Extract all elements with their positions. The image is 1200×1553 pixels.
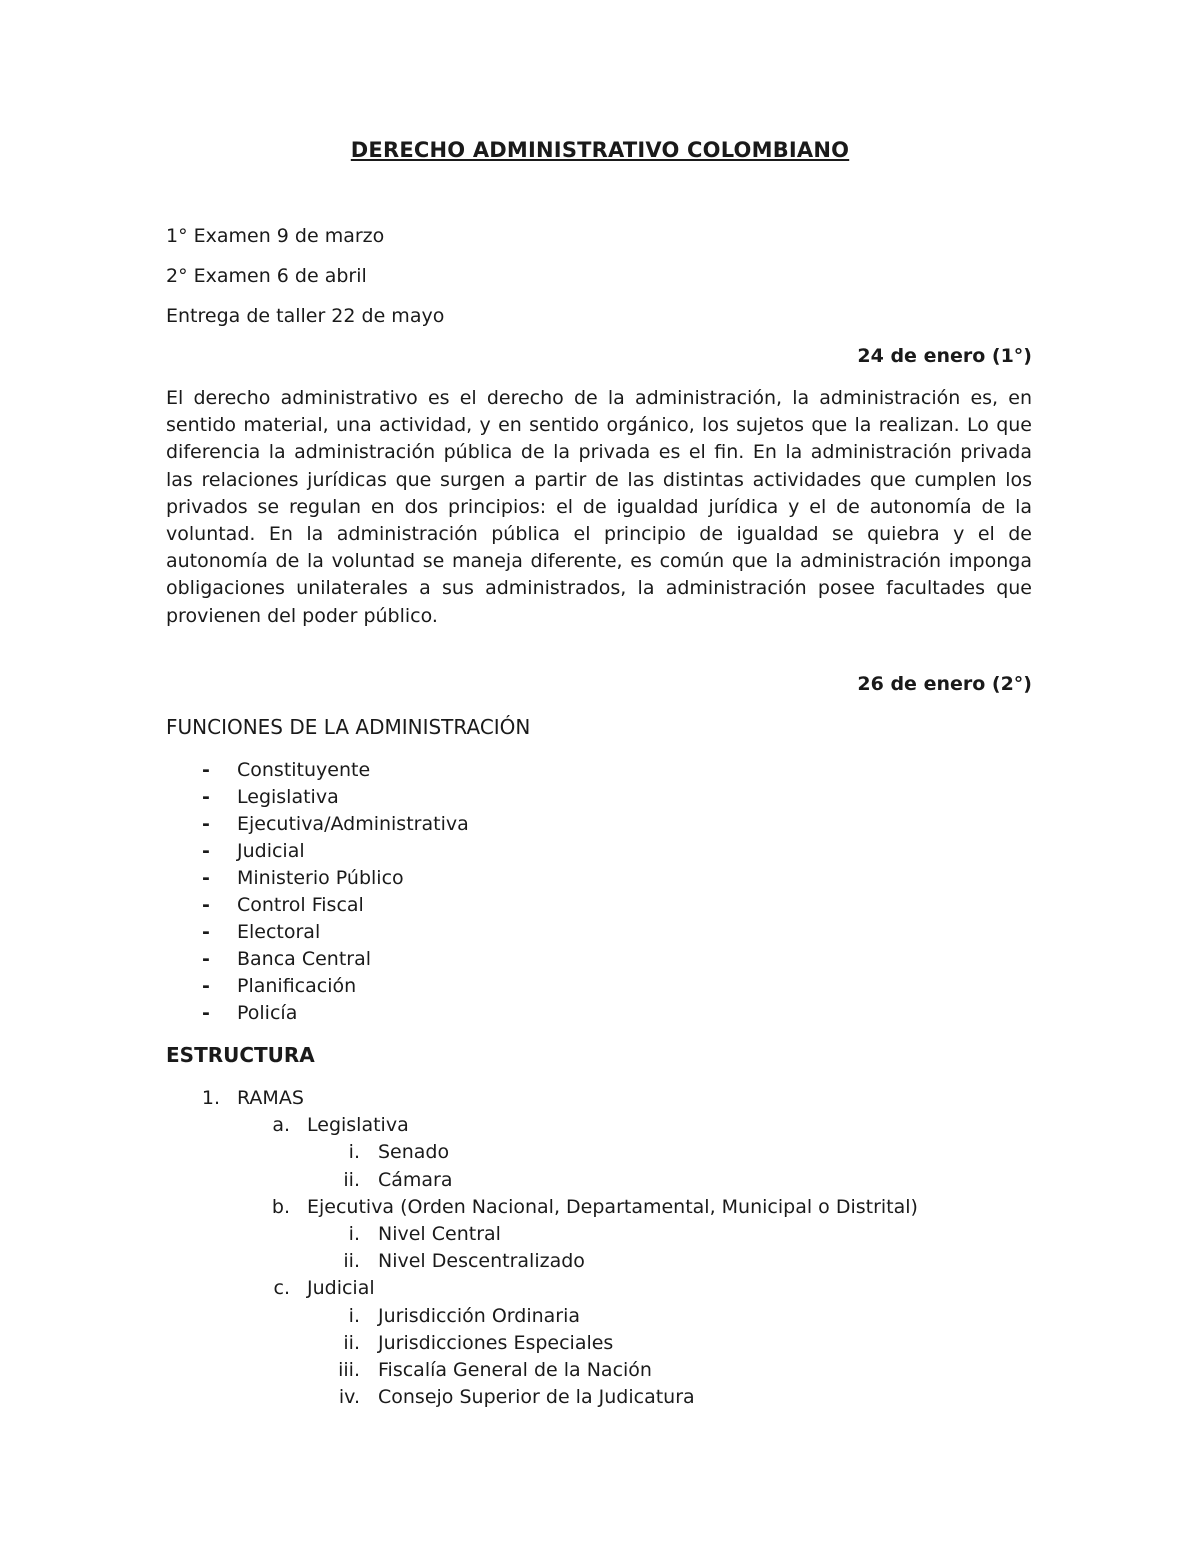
outline-item [0,1112,1200,1139]
outline-text: Consejo Superior de la Judicatura [378,1386,695,1409]
section-heading-functions: FUNCIONES DE LA ADMINISTRACIÓN [166,715,531,739]
structure-outline [0,1085,1200,1411]
outline-marker: ii. [343,1331,360,1354]
outline-marker: i. [348,1222,360,1245]
dash-bullet: - [202,1002,210,1024]
list-item-text: Ejecutiva/Administrativa [237,813,469,835]
list-item-text: Control Fiscal [237,894,364,916]
outline-text: Fiscalía General de la Nación [378,1358,652,1381]
outline-marker: 1. [201,1087,220,1109]
outline-text: Nivel Descentralizado [378,1250,585,1273]
outline-marker: ii. [343,1168,360,1191]
list-item-text: Legislativa [237,786,339,808]
list-item [166,892,469,919]
outline-text: Cámara [378,1168,453,1191]
outline-item [0,1357,1200,1384]
schedule-item: 2° Examen 6 de abril [166,265,367,287]
outline-text: Judicial [307,1277,375,1300]
schedule-item: 1° Examen 9 de marzo [166,225,385,247]
outline-text: Jurisdicción Ordinaria [378,1304,581,1327]
dash-bullet: - [202,975,210,997]
outline-text: RAMAS [237,1087,304,1109]
body-paragraph: El derecho administrativo es el derecho de la administración, la administración es, en sentido material, una actividad, y en sentido orgánico, los sujetos que la realizan. Lo que diferencia la administración pública de la privada es el fin. En la administración privada las relaciones jurídicas que surgen a partir de las distintas actividades que cumplen los privados se regulan en dos principios: el de igualdad jurídica y el de autonomía de la voluntad. En la administración pública el principio de igualdad se quiebra y el de autonomía de la voluntad se maneja diferente, es común que la administración imponga obligaciones unilaterales a sus administrados, la administración posee facultades que provienen del poder público. [166,387,1032,627]
outline-text: Senado [378,1141,450,1164]
outline-item [0,1275,1200,1302]
outline-marker: a. [272,1114,290,1137]
list-item-text: Constituyente [237,759,371,781]
list-item-text: Planificación [237,975,357,997]
dash-bullet: - [202,894,210,916]
list-item-text: Ministerio Público [237,867,404,889]
date-heading: 26 de enero (2°) [857,673,1032,695]
list-item [166,757,469,784]
outline-text: Nivel Central [378,1222,501,1245]
dash-bullet: - [202,786,210,808]
list-item [166,811,469,838]
dash-bullet: - [202,840,210,862]
outline-item [0,1384,1200,1411]
list-item [166,838,469,865]
date-heading: 24 de enero (1°) [857,345,1032,367]
outline-marker: iv. [338,1386,360,1409]
outline-text: Jurisdicciones Especiales [378,1331,614,1354]
outline-marker: iii. [338,1358,360,1381]
dash-bullet: - [202,867,210,889]
dash-bullet: - [202,813,210,835]
list-item-text: Judicial [237,840,305,862]
outline-text: Legislativa [307,1114,409,1137]
document-title: DERECHO ADMINISTRATIVO COLOMBIANO [350,138,850,162]
outline-text: Ejecutiva (Orden Nacional, Departamental, Municipal o Distrital) [307,1195,918,1218]
outline-item [0,1139,1200,1166]
list-item [166,865,469,892]
list-item [166,1000,469,1027]
outline-item [0,1167,1200,1194]
dash-bullet: - [202,759,210,781]
list-item-text: Policía [237,1002,298,1024]
dash-bullet: - [202,948,210,970]
outline-item [0,1330,1200,1357]
list-item [166,946,469,973]
schedule-item: Entrega de taller 22 de mayo [166,305,445,327]
list-item-text: Electoral [237,921,321,943]
outline-item [0,1194,1200,1221]
dash-bullet: - [202,921,210,943]
list-item-text: Banca Central [237,948,372,970]
outline-marker: c. [273,1277,290,1300]
section-heading-structure: ESTRUCTURA [166,1043,315,1067]
outline-item [0,1085,1200,1112]
list-item [166,784,469,811]
outline-marker: b. [271,1195,290,1218]
outline-item [0,1221,1200,1248]
outline-marker: i. [348,1304,360,1327]
functions-list [166,757,469,1027]
outline-marker: ii. [343,1250,360,1273]
outline-marker: i. [348,1141,360,1164]
list-item [166,919,469,946]
outline-item [0,1248,1200,1275]
list-item [166,973,469,1000]
outline-item [0,1303,1200,1330]
